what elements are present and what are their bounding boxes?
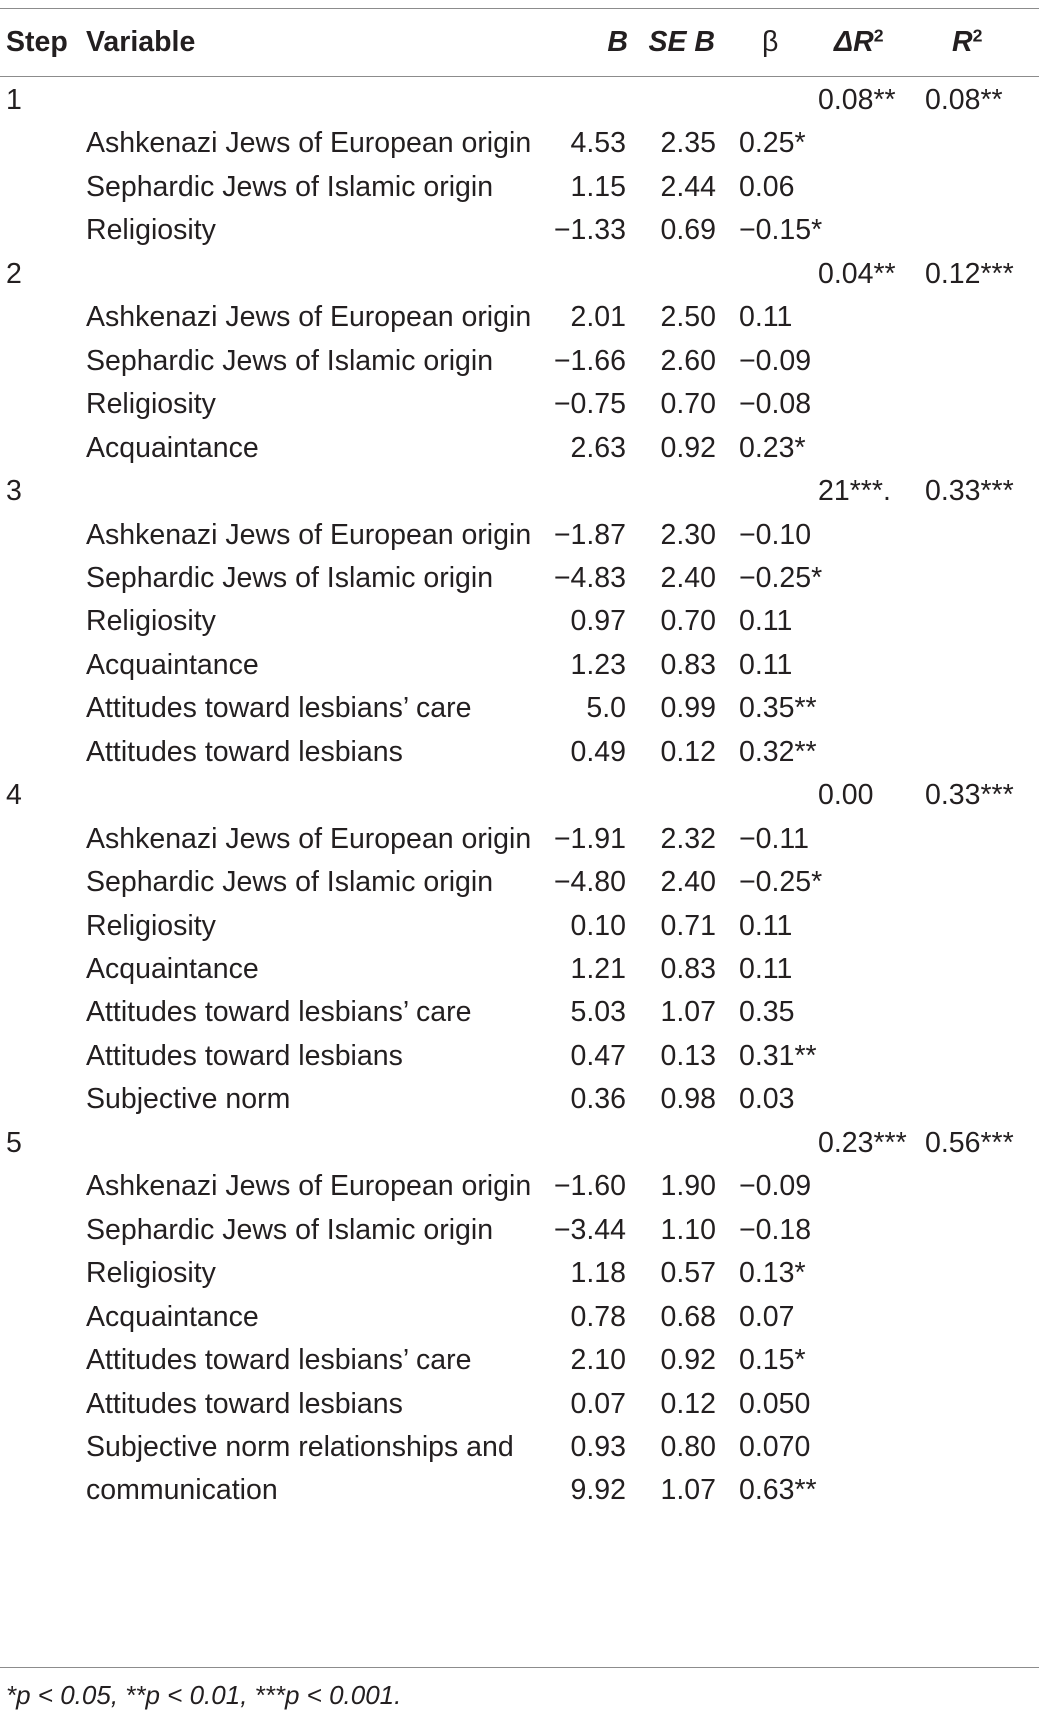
- table-row: [0, 731, 1039, 774]
- table-row: [0, 1339, 1039, 1382]
- cell-se-b: 0.70: [660, 388, 716, 421]
- table-row: [0, 296, 1039, 339]
- table-row: [0, 383, 1039, 426]
- cell-b: −4.80: [553, 866, 626, 899]
- cell-b: −1.33: [553, 214, 626, 247]
- cell-b: 4.53: [570, 127, 626, 160]
- cell-variable: Religiosity: [86, 388, 216, 421]
- table-row: [0, 1078, 1039, 1121]
- cell-se-b: 1.07: [660, 996, 716, 1029]
- cell-r2: 0.08**: [925, 84, 1003, 116]
- step-row: [0, 774, 1039, 817]
- table-row: [0, 514, 1039, 557]
- cell-b: 0.49: [570, 735, 626, 768]
- cell-se-b: 1.90: [660, 1170, 716, 1203]
- table-header: [0, 20, 1039, 64]
- header-r2: [952, 20, 982, 64]
- header-b: B: [607, 26, 628, 58]
- cell-variable: Attitudes toward lesbians: [86, 1039, 403, 1072]
- cell-variable: Ashkenazi Jews of European origin: [86, 822, 532, 855]
- cell-delta-r2: 0.23***: [818, 1126, 907, 1159]
- cell-b: 9.92: [570, 1474, 626, 1507]
- header-delta-r2-label: ΔR: [834, 26, 874, 58]
- cell-variable: Subjective norm: [86, 1083, 291, 1116]
- cell-b: 0.36: [570, 1083, 626, 1116]
- cell-b: 0.93: [570, 1430, 626, 1463]
- table-row: [0, 1426, 1039, 1469]
- bottom-rule: [0, 1667, 1039, 1668]
- cell-r2: 0.33***: [925, 779, 1014, 812]
- cell-beta: −0.18: [739, 1213, 812, 1246]
- cell-se-b: 0.68: [660, 1300, 716, 1333]
- cell-variable: Attitudes toward lesbians: [86, 735, 403, 768]
- cell-beta: −0.25*: [739, 561, 823, 594]
- cell-variable: Sephardic Jews of Islamic origin: [86, 866, 494, 899]
- cell-se-b: 0.83: [660, 648, 716, 681]
- cell-beta: 0.31**: [739, 1039, 817, 1072]
- table-row: [0, 1469, 1039, 1512]
- cell-variable: Acquaintance: [86, 431, 259, 464]
- table-row: [0, 557, 1039, 600]
- cell-b: −0.75: [553, 388, 626, 421]
- cell-beta: −0.10: [739, 518, 812, 551]
- cell-variable: Sephardic Jews of Islamic origin: [86, 170, 494, 203]
- cell-r2: 0.56***: [925, 1126, 1014, 1159]
- cell-b: −3.44: [553, 1213, 626, 1246]
- cell-b: 0.10: [570, 909, 626, 942]
- cell-beta: 0.25*: [739, 127, 806, 160]
- cell-variable: Acquaintance: [86, 1300, 259, 1333]
- cell-r2: 0.33***: [925, 475, 1014, 508]
- cell-step: 1: [6, 84, 22, 116]
- cell-variable: Sephardic Jews of Islamic origin: [86, 344, 494, 377]
- cell-b: 5.03: [570, 996, 626, 1029]
- cell-beta: 0.07: [739, 1300, 795, 1333]
- cell-step: 3: [6, 475, 22, 508]
- header-r2-label: R: [952, 26, 973, 58]
- cell-variable: Religiosity: [86, 1257, 216, 1290]
- header-rule: [0, 76, 1039, 77]
- cell-beta: 0.32**: [739, 735, 817, 768]
- cell-se-b: 0.12: [660, 735, 716, 768]
- cell-se-b: 1.10: [660, 1213, 716, 1246]
- table-row: [0, 1252, 1039, 1295]
- cell-variable: Sephardic Jews of Islamic origin: [86, 561, 494, 594]
- header-step: Step: [6, 26, 68, 58]
- cell-variable: Attitudes toward lesbians’ care: [86, 996, 472, 1029]
- cell-b: −1.60: [553, 1170, 626, 1203]
- cell-r2: 0.12***: [925, 257, 1014, 290]
- cell-se-b: 0.70: [660, 605, 716, 638]
- table-row: [0, 687, 1039, 730]
- cell-variable: Religiosity: [86, 909, 216, 942]
- cell-b: 0.78: [570, 1300, 626, 1333]
- cell-variable: Religiosity: [86, 605, 216, 638]
- cell-beta: 0.35**: [739, 692, 817, 725]
- header-r2-sup: 2: [972, 25, 983, 46]
- table-row: [0, 905, 1039, 948]
- cell-variable: Ashkenazi Jews of European origin: [86, 301, 532, 334]
- cell-se-b: 0.92: [660, 1344, 716, 1377]
- cell-b: 2.63: [570, 431, 626, 464]
- cell-beta: −0.08: [739, 388, 812, 421]
- cell-step: 5: [6, 1126, 22, 1159]
- cell-beta: −0.15*: [739, 214, 823, 247]
- cell-b: −4.83: [553, 561, 626, 594]
- cell-se-b: 2.60: [660, 344, 716, 377]
- cell-beta: 0.050: [739, 1387, 811, 1420]
- table-row: [0, 1383, 1039, 1426]
- cell-se-b: 0.71: [660, 909, 716, 942]
- table-row: [0, 1296, 1039, 1339]
- cell-variable: Attitudes toward lesbians’ care: [86, 692, 472, 725]
- cell-beta: 0.63**: [739, 1474, 817, 1507]
- cell-se-b: 0.13: [660, 1039, 716, 1072]
- cell-se-b: 2.32: [660, 822, 716, 855]
- cell-b: 0.97: [570, 605, 626, 638]
- cell-beta: 0.15*: [739, 1344, 806, 1377]
- cell-se-b: 2.44: [660, 170, 716, 203]
- cell-beta: 0.06: [739, 170, 795, 203]
- cell-beta: 0.070: [739, 1430, 811, 1463]
- table-row: [0, 1165, 1039, 1208]
- cell-b: 2.10: [570, 1344, 626, 1377]
- cell-beta: 0.11: [739, 648, 793, 681]
- table-row: [0, 427, 1039, 470]
- cell-se-b: 2.40: [660, 561, 716, 594]
- table-row: [0, 1209, 1039, 1252]
- cell-variable: Acquaintance: [86, 953, 259, 985]
- table-row: [0, 209, 1039, 252]
- cell-variable: Ashkenazi Jews of European origin: [86, 518, 532, 551]
- cell-delta-r2: 0.00: [818, 779, 874, 812]
- cell-beta: 0.11: [739, 605, 793, 638]
- cell-beta: −0.25*: [739, 866, 823, 899]
- step-row: [0, 1122, 1039, 1165]
- cell-delta-r2: 0.08**: [818, 84, 896, 116]
- cell-beta: 0.23*: [739, 431, 806, 464]
- step-row: [0, 79, 1039, 122]
- table-row: [0, 122, 1039, 165]
- table-row: [0, 1035, 1039, 1078]
- header-delta-r2: [834, 20, 884, 64]
- cell-variable: Acquaintance: [86, 648, 259, 681]
- cell-delta-r2: 21***.: [818, 475, 891, 508]
- header-beta: β: [762, 26, 779, 58]
- cell-variable: Attitudes toward lesbians: [86, 1387, 403, 1420]
- cell-se-b: 0.80: [660, 1430, 716, 1463]
- cell-se-b: 0.12: [660, 1387, 716, 1420]
- cell-variable: communication: [86, 1474, 278, 1507]
- cell-beta: 0.11: [739, 301, 793, 334]
- table-row: [0, 948, 1039, 991]
- cell-b: −1.87: [553, 518, 626, 551]
- table-row: [0, 861, 1039, 904]
- cell-beta: −0.11: [739, 822, 809, 855]
- cell-beta: 0.11: [739, 909, 793, 942]
- cell-variable: Sephardic Jews of Islamic origin: [86, 1213, 494, 1246]
- cell-se-b: 0.57: [660, 1257, 716, 1290]
- header-delta-r2-sup: 2: [873, 25, 884, 46]
- cell-se-b: 2.40: [660, 866, 716, 899]
- cell-variable: Ashkenazi Jews of European origin: [86, 127, 532, 160]
- cell-step: 4: [6, 779, 22, 812]
- table-row: [0, 644, 1039, 687]
- step-row: [0, 253, 1039, 296]
- cell-se-b: 0.98: [660, 1083, 716, 1116]
- cell-delta-r2: 0.04**: [818, 257, 896, 290]
- cell-se-b: 0.92: [660, 431, 716, 464]
- cell-beta: 0.13*: [739, 1257, 806, 1290]
- cell-variable: Subjective norm relationships and: [86, 1430, 514, 1463]
- cell-variable: Attitudes toward lesbians’ care: [86, 1344, 472, 1377]
- cell-b: 5.0: [586, 692, 626, 725]
- cell-b: 0.47: [570, 1039, 626, 1072]
- header-variable: Variable: [86, 26, 196, 58]
- cell-b: −1.66: [553, 344, 626, 377]
- cell-b: 2.01: [570, 301, 626, 334]
- table-footnote: *p < 0.05, **p < 0.01, ***p < 0.001.: [6, 1680, 402, 1710]
- cell-b: 1.18: [570, 1257, 626, 1290]
- cell-beta: 0.03: [739, 1083, 795, 1116]
- top-rule: [0, 8, 1039, 9]
- header-se-b: SE B: [648, 26, 715, 58]
- cell-b: 0.07: [570, 1387, 626, 1420]
- cell-beta: −0.09: [739, 344, 812, 377]
- cell-b: 1.21: [570, 953, 626, 985]
- cell-step: 2: [6, 257, 22, 290]
- cell-se-b: 2.35: [660, 127, 716, 160]
- cell-se-b: 1.07: [660, 1474, 716, 1507]
- step-row: [0, 470, 1039, 513]
- cell-beta: −0.09: [739, 1170, 812, 1203]
- cell-variable: Ashkenazi Jews of European origin: [86, 1170, 532, 1203]
- table-row: [0, 991, 1039, 1034]
- cell-b: 1.15: [570, 170, 626, 203]
- cell-beta: 0.35: [739, 996, 795, 1029]
- cell-variable: Religiosity: [86, 214, 216, 247]
- cell-se-b: 0.83: [660, 953, 716, 985]
- cell-beta: 0.11: [739, 953, 793, 985]
- table-row: [0, 818, 1039, 861]
- table-row: [0, 166, 1039, 209]
- cell-se-b: 2.30: [660, 518, 716, 551]
- table-row: [0, 340, 1039, 383]
- cell-b: −1.91: [553, 822, 626, 855]
- cell-se-b: 0.69: [660, 214, 716, 247]
- table-row: [0, 600, 1039, 643]
- cell-se-b: 2.50: [660, 301, 716, 334]
- cell-b: 1.23: [570, 648, 626, 681]
- cell-se-b: 0.99: [660, 692, 716, 725]
